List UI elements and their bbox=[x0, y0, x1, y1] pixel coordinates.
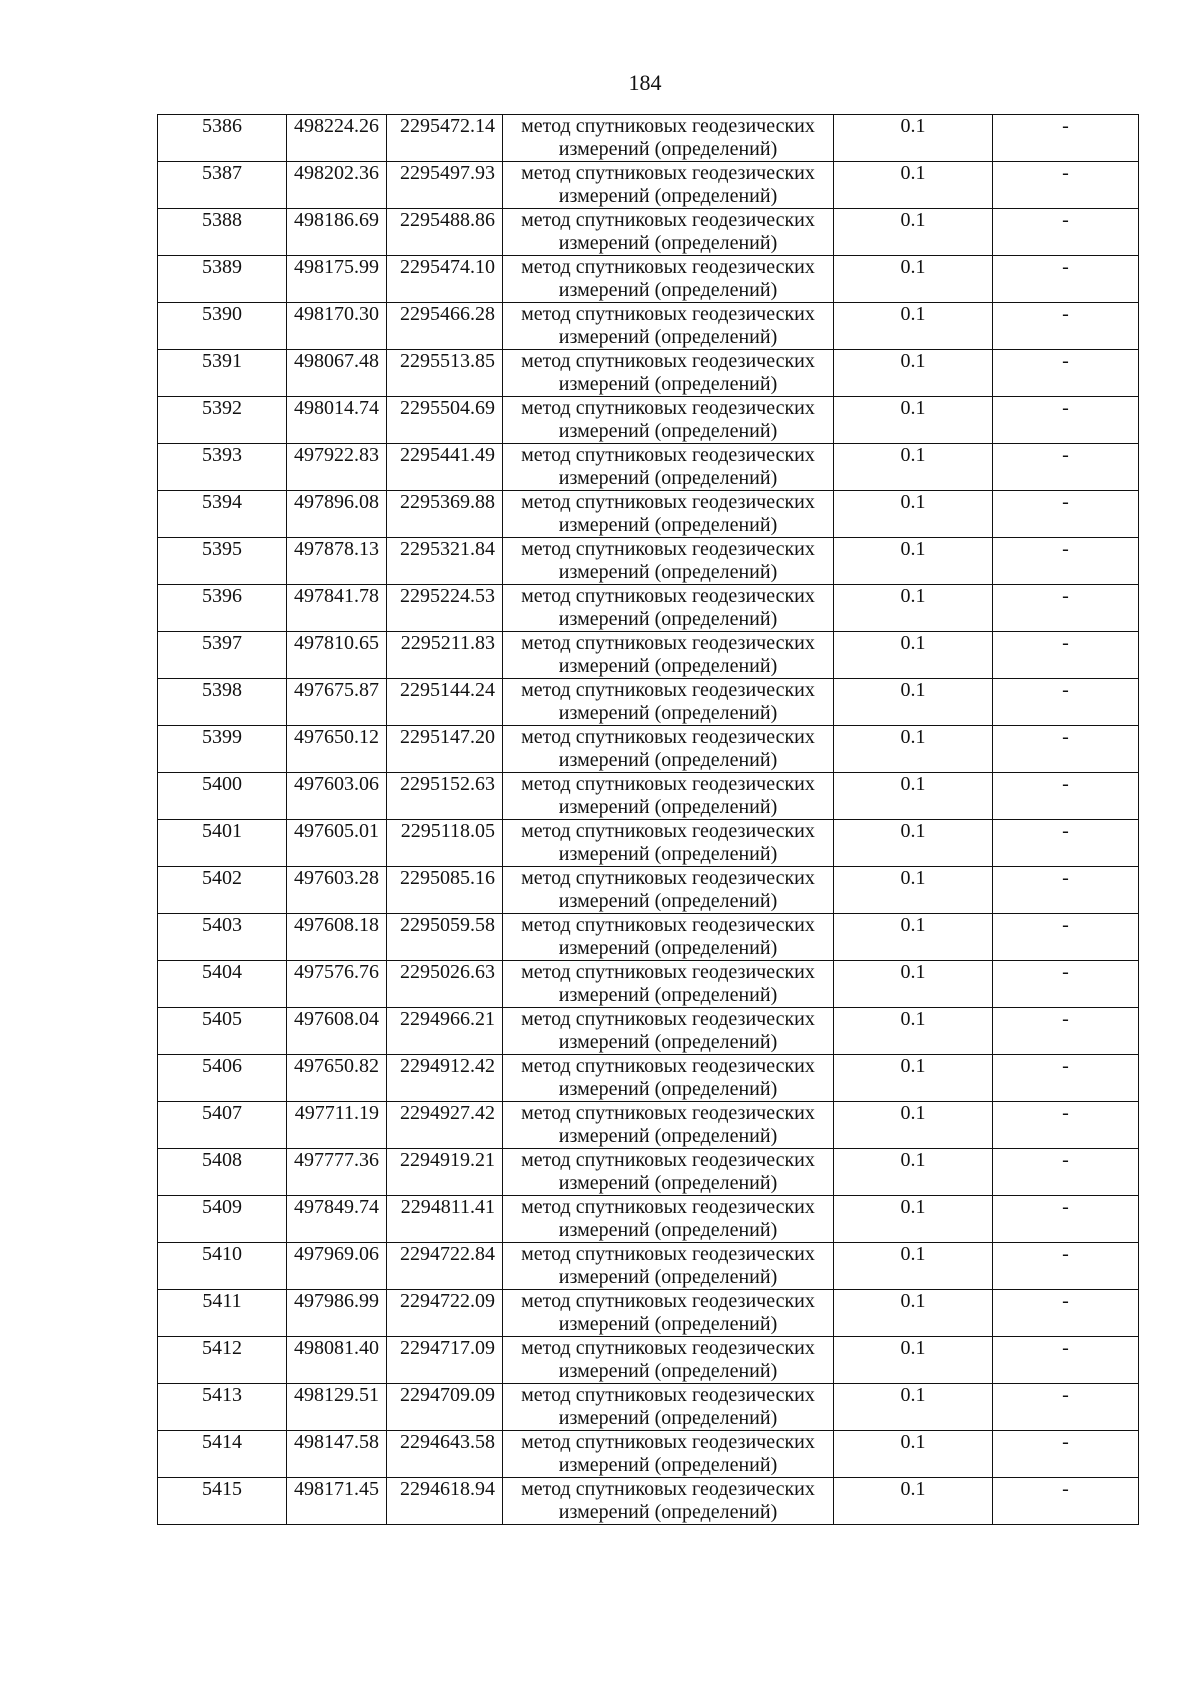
note-cell: - bbox=[993, 1384, 1139, 1431]
x-coordinate-cell: 497896.08 bbox=[287, 491, 387, 538]
note-cell: - bbox=[993, 444, 1139, 491]
method-line-1: метод спутниковых геодезических bbox=[521, 726, 815, 748]
point-number-cell: 5401 bbox=[158, 820, 287, 867]
method-line-1: метод спутниковых геодезических bbox=[521, 350, 815, 372]
y-coordinate-cell: 2295466.28 bbox=[387, 303, 503, 350]
method-cell bbox=[503, 1102, 834, 1149]
accuracy-cell: 0.1 bbox=[834, 914, 993, 961]
method-cell bbox=[503, 491, 834, 538]
table-row bbox=[158, 585, 1139, 632]
method-cell bbox=[503, 350, 834, 397]
accuracy-cell: 0.1 bbox=[834, 1196, 993, 1243]
point-number-cell: 5407 bbox=[158, 1102, 287, 1149]
x-coordinate-cell: 497608.04 bbox=[287, 1008, 387, 1055]
method-line-2: измерений (определений) bbox=[558, 655, 778, 677]
method-line-2: измерений (определений) bbox=[558, 984, 778, 1006]
method-line-2: измерений (определений) bbox=[558, 138, 778, 160]
y-coordinate-cell: 2295472.14 bbox=[387, 115, 503, 162]
point-number-cell: 5415 bbox=[158, 1478, 287, 1525]
method-line-1: метод спутниковых геодезических bbox=[521, 914, 815, 936]
y-coordinate-cell: 2295369.88 bbox=[387, 491, 503, 538]
point-number-cell: 5410 bbox=[158, 1243, 287, 1290]
note-cell: - bbox=[993, 1196, 1139, 1243]
note-cell: - bbox=[993, 820, 1139, 867]
method-line-1: метод спутниковых геодезических bbox=[521, 1196, 815, 1218]
note-cell: - bbox=[993, 632, 1139, 679]
method-line-2: измерений (определений) bbox=[558, 890, 778, 912]
point-number-cell: 5405 bbox=[158, 1008, 287, 1055]
point-number-cell: 5388 bbox=[158, 209, 287, 256]
note-cell: - bbox=[993, 1102, 1139, 1149]
y-coordinate-cell: 2295026.63 bbox=[387, 961, 503, 1008]
method-cell bbox=[503, 1384, 834, 1431]
point-number-cell: 5398 bbox=[158, 679, 287, 726]
point-number-cell: 5403 bbox=[158, 914, 287, 961]
x-coordinate-cell: 497969.06 bbox=[287, 1243, 387, 1290]
x-coordinate-cell: 497650.82 bbox=[287, 1055, 387, 1102]
table-row bbox=[158, 397, 1139, 444]
y-coordinate-cell: 2294966.21 bbox=[387, 1008, 503, 1055]
method-line-2: измерений (определений) bbox=[558, 279, 778, 301]
table-row bbox=[158, 1196, 1139, 1243]
note-cell: - bbox=[993, 256, 1139, 303]
method-cell bbox=[503, 538, 834, 585]
note-cell: - bbox=[993, 726, 1139, 773]
method-line-2: измерений (определений) bbox=[558, 420, 778, 442]
point-number-cell: 5412 bbox=[158, 1337, 287, 1384]
y-coordinate-cell: 2294709.09 bbox=[387, 1384, 503, 1431]
method-line-2: измерений (определений) bbox=[558, 1219, 778, 1241]
table-row bbox=[158, 444, 1139, 491]
table-row bbox=[158, 961, 1139, 1008]
x-coordinate-cell: 498186.69 bbox=[287, 209, 387, 256]
point-number-cell: 5406 bbox=[158, 1055, 287, 1102]
method-line-1: метод спутниковых геодезических bbox=[521, 1243, 815, 1265]
accuracy-cell: 0.1 bbox=[834, 444, 993, 491]
y-coordinate-cell: 2295152.63 bbox=[387, 773, 503, 820]
point-number-cell: 5397 bbox=[158, 632, 287, 679]
method-cell bbox=[503, 961, 834, 1008]
y-coordinate-cell: 2294717.09 bbox=[387, 1337, 503, 1384]
method-line-2: измерений (определений) bbox=[558, 1501, 778, 1523]
x-coordinate-cell: 497711.19 bbox=[287, 1102, 387, 1149]
y-coordinate-cell: 2295321.84 bbox=[387, 538, 503, 585]
accuracy-cell: 0.1 bbox=[834, 115, 993, 162]
point-number-cell: 5386 bbox=[158, 115, 287, 162]
point-number-cell: 5404 bbox=[158, 961, 287, 1008]
point-number-cell: 5394 bbox=[158, 491, 287, 538]
method-line-1: метод спутниковых геодезических bbox=[521, 632, 815, 654]
accuracy-cell: 0.1 bbox=[834, 1431, 993, 1478]
point-number-cell: 5391 bbox=[158, 350, 287, 397]
accuracy-cell: 0.1 bbox=[834, 632, 993, 679]
method-line-2: измерений (определений) bbox=[558, 1454, 778, 1476]
method-cell bbox=[503, 632, 834, 679]
accuracy-cell: 0.1 bbox=[834, 1102, 993, 1149]
y-coordinate-cell: 2294927.42 bbox=[387, 1102, 503, 1149]
accuracy-cell: 0.1 bbox=[834, 820, 993, 867]
y-coordinate-cell: 2295497.93 bbox=[387, 162, 503, 209]
point-number-cell: 5392 bbox=[158, 397, 287, 444]
y-coordinate-cell: 2295085.16 bbox=[387, 867, 503, 914]
x-coordinate-cell: 498175.99 bbox=[287, 256, 387, 303]
method-line-2: измерений (определений) bbox=[558, 1078, 778, 1100]
method-line-2: измерений (определений) bbox=[558, 232, 778, 254]
method-line-1: метод спутниковых геодезических bbox=[521, 820, 815, 842]
accuracy-cell: 0.1 bbox=[834, 1337, 993, 1384]
note-cell: - bbox=[993, 491, 1139, 538]
accuracy-cell: 0.1 bbox=[834, 1055, 993, 1102]
method-cell bbox=[503, 1149, 834, 1196]
method-line-2: измерений (определений) bbox=[558, 937, 778, 959]
note-cell: - bbox=[993, 538, 1139, 585]
method-line-2: измерений (определений) bbox=[558, 1360, 778, 1382]
x-coordinate-cell: 497810.65 bbox=[287, 632, 387, 679]
accuracy-cell: 0.1 bbox=[834, 397, 993, 444]
accuracy-cell: 0.1 bbox=[834, 726, 993, 773]
y-coordinate-cell: 2294912.42 bbox=[387, 1055, 503, 1102]
point-number-cell: 5400 bbox=[158, 773, 287, 820]
method-line-1: метод спутниковых геодезических bbox=[521, 1290, 815, 1312]
x-coordinate-cell: 497675.87 bbox=[287, 679, 387, 726]
method-cell bbox=[503, 1431, 834, 1478]
x-coordinate-cell: 497603.28 bbox=[287, 867, 387, 914]
method-line-1: метод спутниковых геодезических bbox=[521, 1478, 815, 1500]
method-line-2: измерений (определений) bbox=[558, 467, 778, 489]
table-row bbox=[158, 632, 1139, 679]
method-line-1: метод спутниковых геодезических bbox=[521, 256, 815, 278]
y-coordinate-cell: 2295513.85 bbox=[387, 350, 503, 397]
table-body bbox=[158, 115, 1139, 1525]
note-cell: - bbox=[993, 350, 1139, 397]
point-number-cell: 5414 bbox=[158, 1431, 287, 1478]
method-line-1: метод спутниковых геодезических bbox=[521, 1149, 815, 1171]
accuracy-cell: 0.1 bbox=[834, 1008, 993, 1055]
accuracy-cell: 0.1 bbox=[834, 350, 993, 397]
method-cell bbox=[503, 162, 834, 209]
method-cell bbox=[503, 397, 834, 444]
table-row bbox=[158, 1149, 1139, 1196]
y-coordinate-cell: 2295059.58 bbox=[387, 914, 503, 961]
x-coordinate-cell: 498224.26 bbox=[287, 115, 387, 162]
note-cell: - bbox=[993, 1055, 1139, 1102]
method-line-1: метод спутниковых геодезических bbox=[521, 444, 815, 466]
method-line-1: метод спутниковых геодезических bbox=[521, 679, 815, 701]
x-coordinate-cell: 497608.18 bbox=[287, 914, 387, 961]
table-row bbox=[158, 491, 1139, 538]
method-line-2: измерений (определений) bbox=[558, 1407, 778, 1429]
method-cell bbox=[503, 1055, 834, 1102]
method-line-2: измерений (определений) bbox=[558, 702, 778, 724]
accuracy-cell: 0.1 bbox=[834, 538, 993, 585]
note-cell: - bbox=[993, 773, 1139, 820]
accuracy-cell: 0.1 bbox=[834, 679, 993, 726]
y-coordinate-cell: 2294919.21 bbox=[387, 1149, 503, 1196]
table-row bbox=[158, 679, 1139, 726]
point-number-cell: 5395 bbox=[158, 538, 287, 585]
method-line-1: метод спутниковых геодезических bbox=[521, 162, 815, 184]
point-number-cell: 5413 bbox=[158, 1384, 287, 1431]
note-cell: - bbox=[993, 867, 1139, 914]
accuracy-cell: 0.1 bbox=[834, 1478, 993, 1525]
accuracy-cell: 0.1 bbox=[834, 209, 993, 256]
method-line-1: метод спутниковых геодезических bbox=[521, 209, 815, 231]
point-number-cell: 5408 bbox=[158, 1149, 287, 1196]
table-row bbox=[158, 1290, 1139, 1337]
accuracy-cell: 0.1 bbox=[834, 303, 993, 350]
y-coordinate-cell: 2295224.53 bbox=[387, 585, 503, 632]
y-coordinate-cell: 2295441.49 bbox=[387, 444, 503, 491]
table-row bbox=[158, 1384, 1139, 1431]
table-row bbox=[158, 256, 1139, 303]
method-cell bbox=[503, 115, 834, 162]
method-line-2: измерений (определений) bbox=[558, 561, 778, 583]
y-coordinate-cell: 2294722.84 bbox=[387, 1243, 503, 1290]
point-number-cell: 5402 bbox=[158, 867, 287, 914]
accuracy-cell: 0.1 bbox=[834, 1149, 993, 1196]
x-coordinate-cell: 497878.13 bbox=[287, 538, 387, 585]
accuracy-cell: 0.1 bbox=[834, 1290, 993, 1337]
coordinates-table bbox=[157, 114, 1139, 1525]
method-cell bbox=[503, 867, 834, 914]
method-line-2: измерений (определений) bbox=[558, 608, 778, 630]
accuracy-cell: 0.1 bbox=[834, 256, 993, 303]
accuracy-cell: 0.1 bbox=[834, 961, 993, 1008]
accuracy-cell: 0.1 bbox=[834, 585, 993, 632]
table-row bbox=[158, 350, 1139, 397]
method-line-1: метод спутниковых геодезических bbox=[521, 538, 815, 560]
table-row bbox=[158, 1337, 1139, 1384]
method-line-2: измерений (определений) bbox=[558, 1172, 778, 1194]
method-line-2: измерений (определений) bbox=[558, 185, 778, 207]
method-line-2: измерений (определений) bbox=[558, 514, 778, 536]
table-row bbox=[158, 1055, 1139, 1102]
table-row bbox=[158, 726, 1139, 773]
table-row bbox=[158, 303, 1139, 350]
accuracy-cell: 0.1 bbox=[834, 162, 993, 209]
y-coordinate-cell: 2295488.86 bbox=[387, 209, 503, 256]
method-line-1: метод спутниковых геодезических bbox=[521, 585, 815, 607]
y-coordinate-cell: 2295474.10 bbox=[387, 256, 503, 303]
method-cell bbox=[503, 773, 834, 820]
x-coordinate-cell: 498170.30 bbox=[287, 303, 387, 350]
note-cell: - bbox=[993, 585, 1139, 632]
table-row bbox=[158, 1102, 1139, 1149]
method-line-1: метод спутниковых геодезических bbox=[521, 303, 815, 325]
method-line-1: метод спутниковых геодезических bbox=[521, 961, 815, 983]
page-number: 184 bbox=[628, 70, 662, 95]
accuracy-cell: 0.1 bbox=[834, 773, 993, 820]
x-coordinate-cell: 497605.01 bbox=[287, 820, 387, 867]
point-number-cell: 5389 bbox=[158, 256, 287, 303]
note-cell: - bbox=[993, 1478, 1139, 1525]
table-row bbox=[158, 1431, 1139, 1478]
method-cell bbox=[503, 1008, 834, 1055]
table-row bbox=[158, 1243, 1139, 1290]
note-cell: - bbox=[993, 1149, 1139, 1196]
note-cell: - bbox=[993, 1337, 1139, 1384]
method-line-1: метод спутниковых геодезических bbox=[521, 1337, 815, 1359]
method-cell bbox=[503, 303, 834, 350]
point-number-cell: 5390 bbox=[158, 303, 287, 350]
table-row bbox=[158, 820, 1139, 867]
method-cell bbox=[503, 1337, 834, 1384]
method-line-1: метод спутниковых геодезических bbox=[521, 1431, 815, 1453]
x-coordinate-cell: 498171.45 bbox=[287, 1478, 387, 1525]
x-coordinate-cell: 497576.76 bbox=[287, 961, 387, 1008]
note-cell: - bbox=[993, 209, 1139, 256]
note-cell: - bbox=[993, 162, 1139, 209]
method-cell bbox=[503, 726, 834, 773]
method-cell bbox=[503, 1290, 834, 1337]
method-line-1: метод спутниковых геодезических bbox=[521, 1384, 815, 1406]
method-line-2: измерений (определений) bbox=[558, 1125, 778, 1147]
x-coordinate-cell: 498147.58 bbox=[287, 1431, 387, 1478]
table-row bbox=[158, 914, 1139, 961]
method-line-2: измерений (определений) bbox=[558, 796, 778, 818]
note-cell: - bbox=[993, 115, 1139, 162]
method-line-2: измерений (определений) bbox=[558, 373, 778, 395]
note-cell: - bbox=[993, 397, 1139, 444]
method-line-1: метод спутниковых геодезических bbox=[521, 1055, 815, 1077]
method-cell bbox=[503, 585, 834, 632]
point-number-cell: 5399 bbox=[158, 726, 287, 773]
x-coordinate-cell: 497650.12 bbox=[287, 726, 387, 773]
method-cell bbox=[503, 1196, 834, 1243]
method-line-2: измерений (определений) bbox=[558, 1313, 778, 1335]
point-number-cell: 5393 bbox=[158, 444, 287, 491]
point-number-cell: 5409 bbox=[158, 1196, 287, 1243]
method-line-1: метод спутниковых геодезических bbox=[521, 1008, 815, 1030]
method-cell bbox=[503, 1478, 834, 1525]
point-number-cell: 5396 bbox=[158, 585, 287, 632]
x-coordinate-cell: 497603.06 bbox=[287, 773, 387, 820]
method-cell bbox=[503, 209, 834, 256]
note-cell: - bbox=[993, 1008, 1139, 1055]
x-coordinate-cell: 497777.36 bbox=[287, 1149, 387, 1196]
note-cell: - bbox=[993, 679, 1139, 726]
method-line-2: измерений (определений) bbox=[558, 1266, 778, 1288]
method-line-1: метод спутниковых геодезических bbox=[521, 1102, 815, 1124]
method-cell bbox=[503, 679, 834, 726]
x-coordinate-cell: 498067.48 bbox=[287, 350, 387, 397]
method-line-1: метод спутниковых геодезических bbox=[521, 867, 815, 889]
table-row bbox=[158, 867, 1139, 914]
note-cell: - bbox=[993, 914, 1139, 961]
method-line-2: измерений (определений) bbox=[558, 843, 778, 865]
method-cell bbox=[503, 1243, 834, 1290]
table-row bbox=[158, 1478, 1139, 1525]
x-coordinate-cell: 498014.74 bbox=[287, 397, 387, 444]
y-coordinate-cell: 2294643.58 bbox=[387, 1431, 503, 1478]
y-coordinate-cell: 2294811.41 bbox=[387, 1196, 503, 1243]
method-cell bbox=[503, 256, 834, 303]
x-coordinate-cell: 497841.78 bbox=[287, 585, 387, 632]
note-cell: - bbox=[993, 303, 1139, 350]
method-line-1: метод спутниковых геодезических bbox=[521, 773, 815, 795]
method-line-2: измерений (определений) bbox=[558, 1031, 778, 1053]
note-cell: - bbox=[993, 1243, 1139, 1290]
x-coordinate-cell: 498129.51 bbox=[287, 1384, 387, 1431]
y-coordinate-cell: 2295211.83 bbox=[387, 632, 503, 679]
table-row bbox=[158, 538, 1139, 585]
y-coordinate-cell: 2295118.05 bbox=[387, 820, 503, 867]
point-number-cell: 5411 bbox=[158, 1290, 287, 1337]
method-cell bbox=[503, 914, 834, 961]
note-cell: - bbox=[993, 1431, 1139, 1478]
x-coordinate-cell: 497922.83 bbox=[287, 444, 387, 491]
method-line-2: измерений (определений) bbox=[558, 326, 778, 348]
table-row bbox=[158, 209, 1139, 256]
table-row bbox=[158, 162, 1139, 209]
accuracy-cell: 0.1 bbox=[834, 867, 993, 914]
y-coordinate-cell: 2295147.20 bbox=[387, 726, 503, 773]
table-row bbox=[158, 115, 1139, 162]
method-line-2: измерений (определений) bbox=[558, 749, 778, 771]
x-coordinate-cell: 498202.36 bbox=[287, 162, 387, 209]
method-cell bbox=[503, 820, 834, 867]
accuracy-cell: 0.1 bbox=[834, 491, 993, 538]
note-cell: - bbox=[993, 1290, 1139, 1337]
method-line-1: метод спутниковых геодезических bbox=[521, 397, 815, 419]
method-line-1: метод спутниковых геодезических bbox=[521, 115, 815, 137]
accuracy-cell: 0.1 bbox=[834, 1243, 993, 1290]
method-line-1: метод спутниковых геодезических bbox=[521, 491, 815, 513]
note-cell: - bbox=[993, 961, 1139, 1008]
x-coordinate-cell: 498081.40 bbox=[287, 1337, 387, 1384]
y-coordinate-cell: 2294722.09 bbox=[387, 1290, 503, 1337]
y-coordinate-cell: 2294618.94 bbox=[387, 1478, 503, 1525]
x-coordinate-cell: 497849.74 bbox=[287, 1196, 387, 1243]
table-row bbox=[158, 1008, 1139, 1055]
y-coordinate-cell: 2295144.24 bbox=[387, 679, 503, 726]
point-number-cell: 5387 bbox=[158, 162, 287, 209]
x-coordinate-cell: 497986.99 bbox=[287, 1290, 387, 1337]
method-cell bbox=[503, 444, 834, 491]
y-coordinate-cell: 2295504.69 bbox=[387, 397, 503, 444]
table-row bbox=[158, 773, 1139, 820]
accuracy-cell: 0.1 bbox=[834, 1384, 993, 1431]
